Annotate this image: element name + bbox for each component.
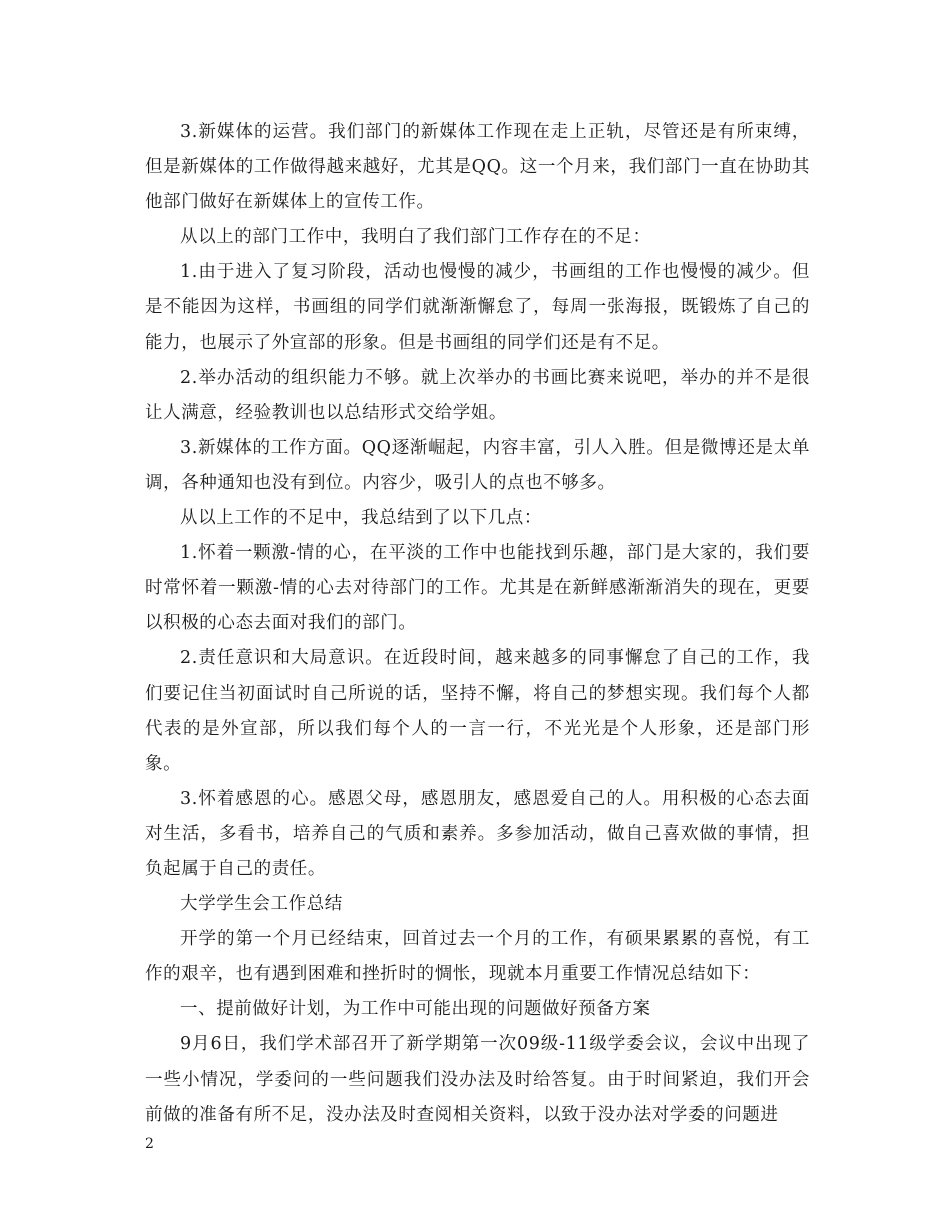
paragraph-month-review: 开学的第一个月已经结束，回首过去一个月的工作，有硕果累累的喜悦，有工作的艰辛，也有遇到困难和挫折时的惆怅，现就本月重要工作情况总结如下： <box>145 929 810 985</box>
paragraph-shortcoming-2: 2.举办活动的组织能力不够。就上次举办的书画比赛来说吧，举办的并不是很让人满意，经验教训也以总结形式交给学姐。 <box>145 367 810 423</box>
paragraph-shortcoming-1: 1.由于进入了复习阶段，活动也慢慢的减少，书画组的工作也慢慢的减少。但是不能因为这样，书画组的同学们就渐渐懈怠了，每周一张海报，既锻炼了自己的能力，也展示了外宣部的形象。但是书画组的同学们还是有不足。 <box>145 262 810 353</box>
paragraph-summary-2: 2.责任意识和大局意识。在近段时间，越来越多的同事懈怠了自己的工作，我们要记住当初面试时自己所说的话，坚持不懈，将自己的梦想实现。我们每个人都代表的是外宣部，所以我们每个人的一言一行，不光光是个人形象，还是部门形象。 <box>145 648 810 774</box>
paragraph-sept-meeting: 9月6日，我们学术部召开了新学期第一次09级-11级学委会议，会议中出现了一些小情况，学委问的一些问题我们没办法及时给答复。由于时间紧迫，我们开会前做的准备有所不足，没办法及时查阅相关资料，以致于没办法对学委的问题进 <box>145 1034 810 1125</box>
paragraph-summary-1: 1.怀着一颗激-情的心，在平淡的工作中也能找到乐趣，部门是大家的，我们要时常怀着一颗激-情的心去对待部门的工作。尤其是在新鲜感渐渐消失的现在，更要以积极的心态去面对我们的部门。 <box>145 543 810 634</box>
paragraph-summary-intro: 从以上工作的不足中，我总结到了以下几点： <box>180 508 542 529</box>
paragraph-summary-3: 3.怀着感恩的心。感恩父母，感恩朋友，感恩爱自己的人。用积极的心态去面对生活，多看书，培养自己的气质和素养。多参加活动，做自己喜欢做的事情，担负起属于自己的责任。 <box>145 788 810 879</box>
page-number: 2 <box>145 1136 154 1152</box>
subheading-plan-ahead: 一、提前做好计划，为工作中可能出现的问题做好预备方案 <box>180 999 651 1020</box>
section-heading: 大学学生会工作总结 <box>180 894 343 915</box>
paragraph-shortcoming-3: 3.新媒体的工作方面。QQ逐渐崛起，内容丰富，引人入胜。但是微博还是太单调，各种通知也没有到位。内容少，吸引人的点也不够多。 <box>145 437 810 493</box>
paragraph-shortcomings-intro: 从以上的部门工作中，我明白了我们部门工作存在的不足： <box>180 227 651 248</box>
paragraph-new-media-operation: 3.新媒体的运营。我们部门的新媒体工作现在走上正轨，尽管还是有所束缚，但是新媒体的工作做得越来越好，尤其是QQ。这一个月来，我们部门一直在协助其他部门做好在新媒体上的宣传工作。 <box>145 122 810 213</box>
document-body <box>145 115 810 1133</box>
